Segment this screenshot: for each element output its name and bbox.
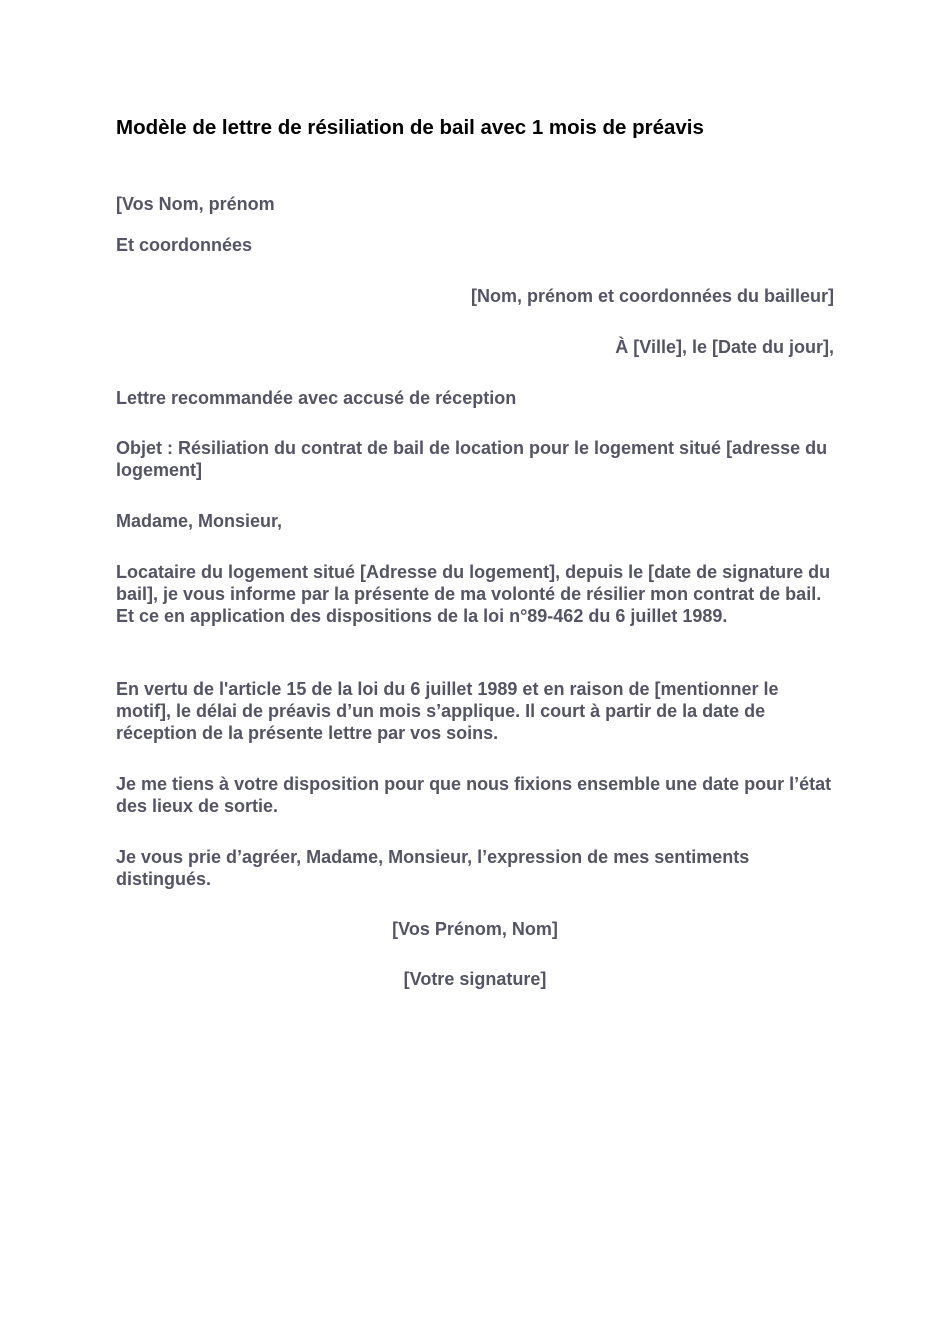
document-title: Modèle de lettre de résiliation de bail avec 1 mois de préavis bbox=[116, 116, 704, 139]
place-date: À [Ville], le [Date du jour], bbox=[615, 337, 834, 357]
letter-subject: Objet : Résiliation du contrat de bail de location pour le logement situé [adresse du logement] bbox=[116, 438, 828, 480]
closing-paragraph: Je vous prie d’agréer, Madame, Monsieur, l’expression de mes sentiments distingués. bbox=[116, 847, 750, 889]
sender-coordinates: Et coordonnées bbox=[116, 235, 253, 255]
body-paragraph: Je me tiens à votre disposition pour que nous fixions ensemble une date pour l’état des lieux de sortie. bbox=[116, 774, 832, 816]
sender-name: [Vos Nom, prénom bbox=[116, 194, 275, 214]
signature-name: [Vos Prénom, Nom] bbox=[392, 919, 558, 939]
mail-type: Lettre recommandée avec accusé de réception bbox=[116, 388, 517, 408]
signature-placeholder: [Votre signature] bbox=[403, 969, 547, 989]
recipient-block: [Nom, prénom et coordonnées du bailleur] bbox=[470, 286, 834, 306]
body-paragraph: En vertu de l'article 15 de la loi du 6 juillet 1989 et en raison de [mentionner le motif], le délai de préavis d’un mois s’applique. Il court à partir de la date de réception de la présente lettre par vos soins. bbox=[116, 679, 779, 743]
body-paragraph: Locataire du logement situé [Adresse du logement], depuis le [date de signature du bail], je vous informe par la présente de ma volonté de résilier mon contrat de bail. Et ce en application des dispositions de la loi n°89-462 du 6 juillet 1989. bbox=[116, 562, 831, 626]
salutation: Madame, Monsieur, bbox=[116, 511, 283, 531]
